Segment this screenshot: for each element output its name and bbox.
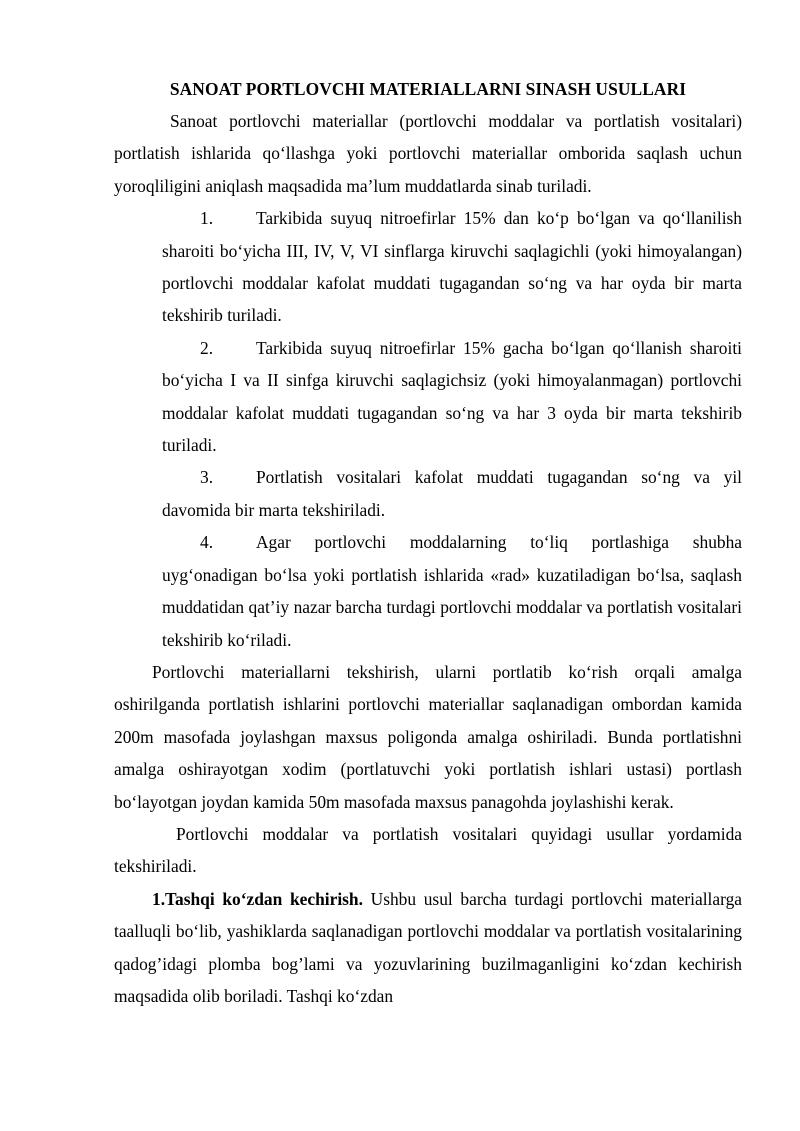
- document-title: SANOAT PORTLOVCHI MATERIALLARNI SINASH USULLARI: [169, 79, 687, 99]
- list-item: [162, 202, 742, 332]
- list-item-number: 1.: [200, 208, 214, 229]
- list-item: [162, 526, 742, 656]
- list-item-number: 2.: [200, 337, 214, 358]
- section-text: Ushbu usul barcha turdagi portlovchi materiallarga taalluqli bo‘lib, yashiklarda saqlanadigan portlovchi moddalar va portlatish vositalarining qadog’idagi plomba bog’lami va yozuvlarining buzilmaganligini ko‘zdan kechirish maqsadida olib boriladi. Tashqi ko‘zdan: [114, 888, 742, 1006]
- list-item-number: 4.: [200, 532, 214, 553]
- document-page: [114, 73, 742, 1012]
- list-item-text: Agar portlovchi moddalarning to‘liq portlashiga shubha uyg‘onadigan bo‘lsa yoki portlatish ishlarida «rad» kuzatiladigan bo‘lsa, saqlash muddatidan qat’iy nazar barcha turdagi portlovchi moddalar va portlatish vositalari tekshirib ko‘riladi.: [162, 532, 742, 650]
- visual-inspection-paragraph: [114, 883, 742, 1013]
- list-item-text: Tarkibida suyuq nitroefirlar 15% gacha bo‘lgan qo‘llanish sharoiti bo‘yicha I va II sinfga kiruvchi saqlagichsiz (yoki himoyalanmagan) portlovchi moddalar kafolat muddati tugagandan so‘ng va har 3 oyda bir marta tekshirib turiladi.: [162, 337, 742, 456]
- numbered-list: [114, 202, 742, 656]
- section-heading: 1.Tashqi ko‘zdan kechirish.: [152, 888, 363, 909]
- intro-paragraph: Sanoat portlovchi materiallar (portlovchi moddalar va portlatish vositalari) portlatish ishlarida qo‘llashga yoki portlovchi materiallar omborida saqlash uchun yoroqliligini aniqlash maqsadida ma’lum muddatlarda sinab turiladi.: [114, 111, 742, 196]
- list-item: [162, 332, 742, 462]
- list-item-text: Tarkibida suyuq nitroefirlar 15% dan ko‘p bo‘lgan va qo‘llanilish sharoiti bo‘yicha III, IV, V, VI sinflarga kiruvchi saqlagichli (yoki himoyalangan) portlovchi moddalar kafolat muddati tugagandan so‘ng va har oyda bir marta tekshirib turiladi.: [162, 208, 742, 326]
- testing-location-paragraph: Portlovchi materiallarni tekshirish, ularni portlatib ko‘rish orqali amalga oshirilganda portlatish ishlarini portlovchi materiallar saqlanadigan ombordan kamida 200m masofada joylashgan maxsus poligonda amalga oshiriladi. Bunda portlatishni amalga oshirayotgan xodim (portlatuvchi yoki portlatish ishlari ustasi) portlash bo‘layotgan joydan kamida 50m masofada maxsus panagohda joylashishi kerak.: [114, 661, 742, 812]
- methods-intro-paragraph: Portlovchi moddalar va portlatish vositalari quyidagi usullar yordamida tekshiriladi.: [114, 823, 742, 877]
- list-item: [162, 461, 742, 526]
- list-item-text: Portlatish vositalari kafolat muddati tugagandan so‘ng va yil davomida bir marta tekshiriladi.: [162, 467, 742, 520]
- list-item-number: 3.: [200, 467, 214, 488]
